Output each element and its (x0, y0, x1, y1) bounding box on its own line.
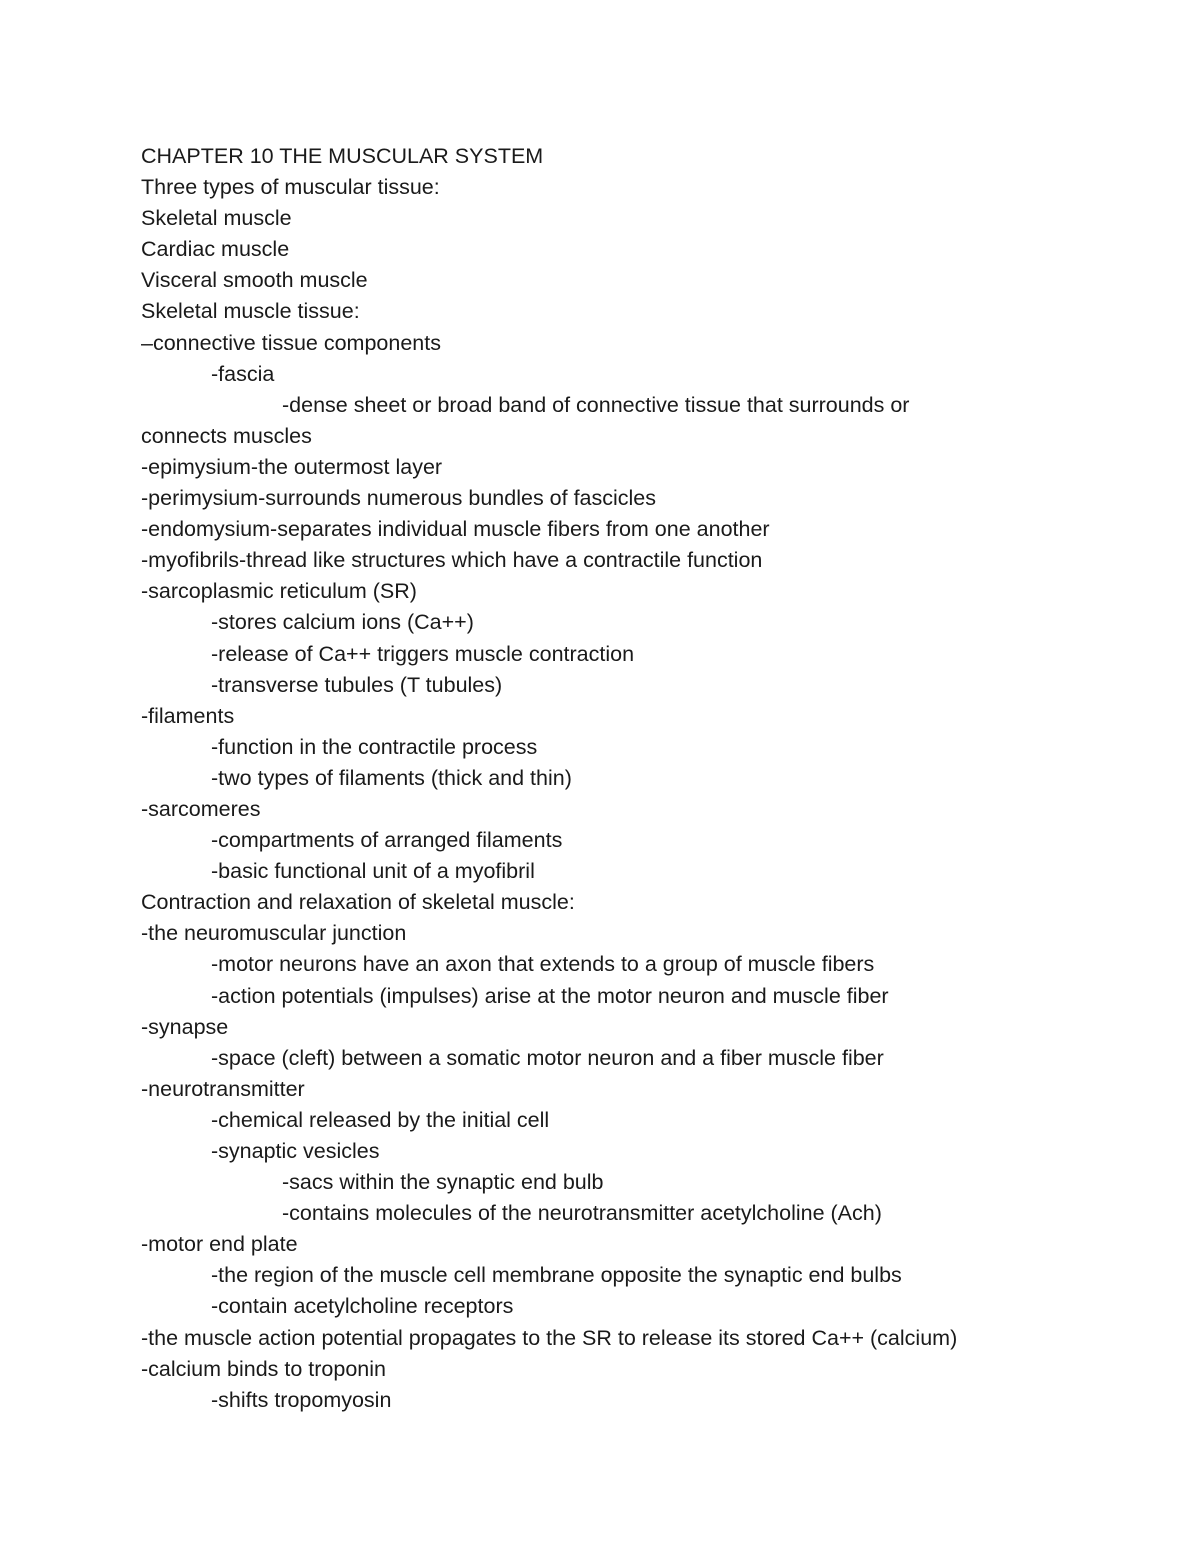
document-line: Three types of muscular tissue: (141, 175, 440, 200)
document-line: -compartments of arranged filaments (211, 828, 563, 853)
document-line: Contraction and relaxation of skeletal muscle: (141, 890, 575, 915)
document-line: -sacs within the synaptic end bulb (282, 1170, 604, 1195)
document-line: -transverse tubules (T tubules) (211, 672, 503, 697)
document-line: Visceral smooth muscle (141, 268, 368, 293)
document-line: -motor neurons have an axon that extends to a group of muscle fibers (211, 952, 875, 977)
document-line: -basic functional unit of a myofibril (211, 859, 535, 884)
document-line: -epimysium-the outermost layer (141, 454, 443, 479)
document-line: -space (cleft) between a somatic motor neuron and a fiber muscle fiber (211, 1045, 884, 1070)
document-line: -chemical released by the initial cell (211, 1107, 550, 1132)
document-line: -the neuromuscular junction (141, 921, 407, 946)
document-line: Skeletal muscle (141, 206, 292, 231)
document-line: -function in the contractile process (211, 734, 538, 759)
document-line: -synapse (141, 1014, 229, 1039)
document-line: connects muscles (141, 423, 312, 448)
document-line: -filaments (141, 703, 235, 728)
document-line: -endomysium-separates individual muscle fibers from one another (141, 517, 770, 542)
document-line: -contain acetylcholine receptors (211, 1294, 514, 1319)
document-line: -the region of the muscle cell membrane opposite the synaptic end bulbs (211, 1263, 902, 1288)
document-line: -motor end plate (141, 1232, 298, 1257)
document-line: –connective tissue components (141, 330, 441, 355)
document-line: -calcium binds to troponin (141, 1356, 386, 1381)
document-line: -sarcomeres (141, 796, 261, 821)
document-line: Skeletal muscle tissue: (141, 299, 360, 324)
document-line: Cardiac muscle (141, 237, 290, 262)
document-line: -contains molecules of the neurotransmitter acetylcholine (Ach) (282, 1201, 882, 1226)
document-line: -the muscle action potential propagates to the SR to release its stored Ca++ (calcium) (141, 1325, 958, 1350)
document-line: -perimysium-surrounds numerous bundles of fascicles (141, 486, 657, 511)
document-line: -sarcoplasmic reticulum (SR) (141, 579, 417, 604)
document-line: -shifts tropomyosin (211, 1387, 392, 1412)
document-line: -stores calcium ions (Ca++) (211, 610, 474, 635)
document-line: -neurotransmitter (141, 1076, 305, 1101)
document-line: -action potentials (impulses) arise at the motor neuron and muscle fiber (211, 983, 889, 1008)
document-line: -dense sheet or broad band of connective tissue that surrounds or (282, 392, 910, 417)
document-line: -two types of filaments (thick and thin) (211, 765, 572, 790)
document-line: -synaptic vesicles (211, 1139, 380, 1163)
document-title: CHAPTER 10 THE MUSCULAR SYSTEM (141, 144, 544, 168)
document-body (141, 141, 1061, 1416)
document-line: -myofibrils-thread like structures which have a contractile function (141, 548, 763, 573)
document-lines (141, 172, 1061, 1416)
document-line: -release of Ca++ triggers muscle contraction (211, 641, 635, 666)
document-line: -fascia (211, 361, 275, 386)
